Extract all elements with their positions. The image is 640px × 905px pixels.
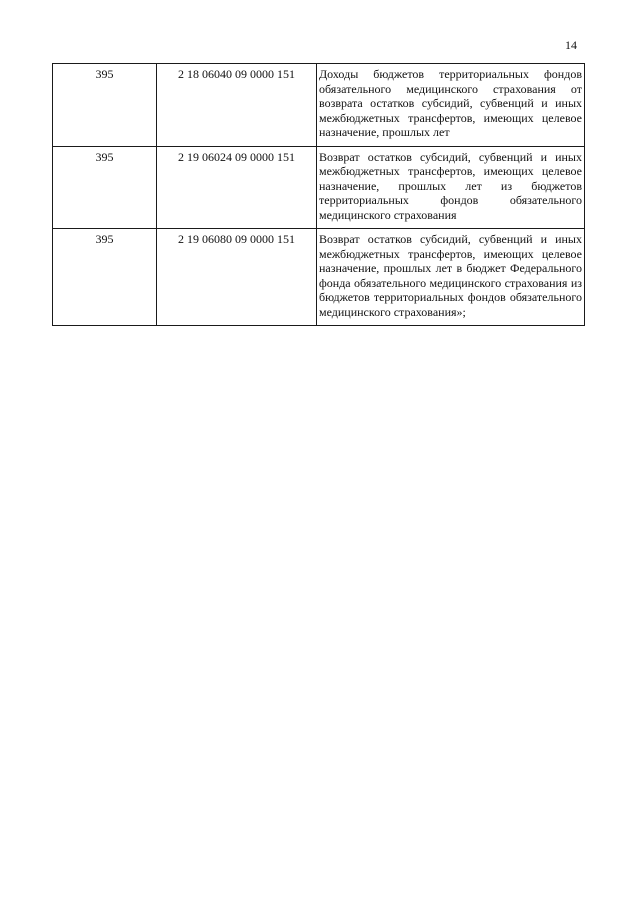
- table-row: [53, 229, 585, 326]
- budget-classification-table: [52, 63, 585, 326]
- admin-code-cell: 395: [53, 146, 157, 229]
- admin-code-cell: 395: [53, 229, 157, 326]
- kbk-code-cell: 2 19 06080 09 0000 151: [157, 229, 317, 326]
- admin-code-cell: 395: [53, 64, 157, 147]
- description-cell: Доходы бюджетов территориальных фондов обязательного медицинского страхования от возврата остатков субсидий, субвенций и иных межбюджетных трансфертов, имеющих целевое назначение, прошлых лет: [317, 64, 585, 147]
- kbk-code-cell: 2 19 06024 09 0000 151: [157, 146, 317, 229]
- description-cell: Возврат остатков субсидий, субвенций и иных межбюджетных трансфертов, имеющих целевое назначение, прошлых лет в бюджет Федерального фонда обязательного медицинского страхования из бюджетов территориальных фондов обязательного медицинского страхования»;: [317, 229, 585, 326]
- table-row: [53, 146, 585, 229]
- kbk-code-cell: 2 18 06040 09 0000 151: [157, 64, 317, 147]
- page-number: 14: [565, 38, 577, 52]
- description-cell: Возврат остатков субсидий, субвенций и иных межбюджетных трансфертов, имеющих целевое назначение, прошлых лет из бюджетов территориальных фондов обязательного медицинского страхования: [317, 146, 585, 229]
- table-row: [53, 64, 585, 147]
